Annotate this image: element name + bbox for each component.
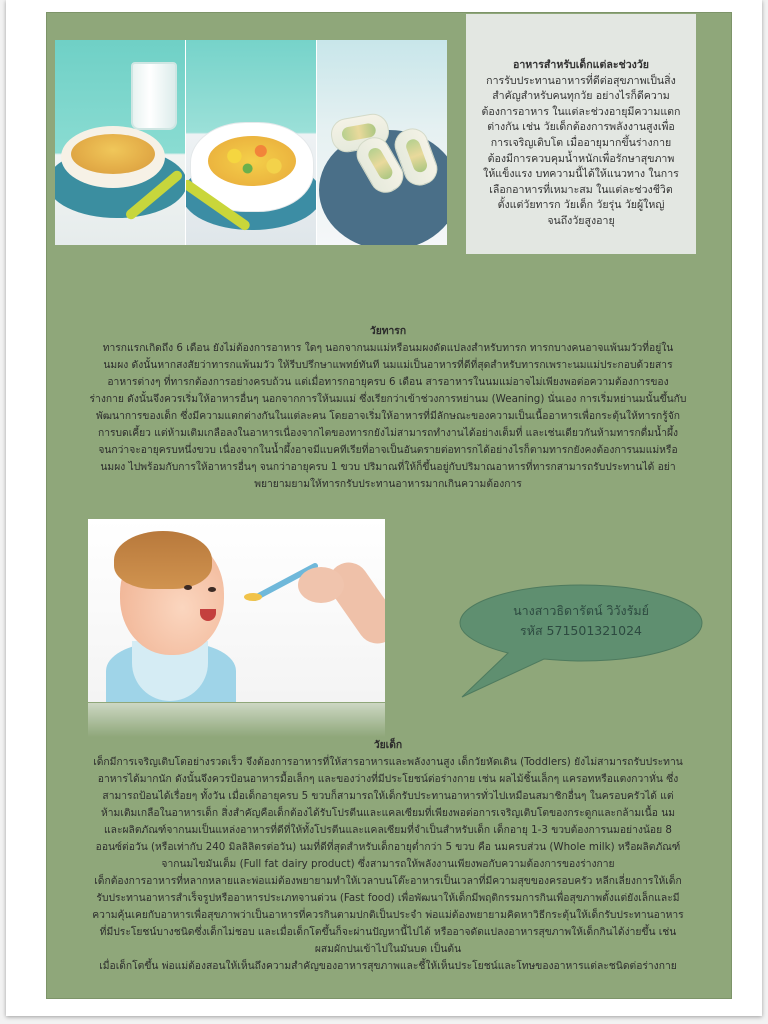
- author-speech-bubble: [458, 583, 704, 699]
- child-line: ห้ามเติมเกลือในอาหารเด็ก สิ่งสำคัญคือเด็กต้องได้รับโปรตีนและแคลเซียมที่เพียงพอต่อการเจริญเติบโตของกระดูกและกล้ามเนื้อ นม: [100, 807, 676, 819]
- child-line: เด็กมีการเจริญเติบโตอย่างรวดเร็ว จึงต้องการอาหารที่ให้สารอาหารและพลังงานสูง เด็กวัยหัดเดิน (Toddlers) ยังไม่สามารถรับประทาน: [93, 756, 683, 768]
- author-info: [458, 583, 704, 659]
- intro-line: การรับประทานอาหารที่ดีต่อสุขภาพเป็นสิ่ง: [486, 74, 676, 87]
- intro-text: [480, 74, 682, 230]
- infant-line: อาหารต่างๆ ที่ทารกต้องการอย่างครบถ้วน แต่เมื่อทารกอายุครบ 6 เดือน สารอาหารในนมแม่อาจไม่เพียงพอต่อความต้องการของ: [107, 376, 669, 388]
- child-line: รับประทานอาหารสำเร็จรูปหรืออาหารประเภทจานด่วน (Fast food) เพื่อพัฒนาให้เด็กมีพฤติกรรมการกินเพื่อสุขภาพตั้งแต่ยังเล็กและมี: [96, 892, 680, 904]
- child-line: เด็กต้องการอาหารที่หลากหลายและพ่อแม่ต้องพยายามทำให้เวลาบนโต๊ะอาหารเป็นเวลาที่มีความสุขของครอบครัว หลีกเลี่ยงการให้เด็ก: [94, 875, 682, 887]
- child-line: สามารถป้อนได้เรื่อยๆ ทั้งวัน เมื่อเด็กอายุครบ 5 ขวบก็สามารถให้เด็กรับประทานอาหารทั่วไปเหมือนสมาชิกอื่นๆ ในครอบครัวได้ แต่: [102, 790, 674, 802]
- intro-box: [466, 14, 696, 254]
- child-line: ออนซ์ต่อวัน (หรือเท่ากับ 240 มิลลิลิตรต่อวัน) นมที่ดีที่สุดสำหรับเด็กอายุต่ำกว่า 5 ขวบ คือ นมครบส่วน (Whole milk) หรือผลิตภัณฑ์: [95, 841, 681, 853]
- intro-line: การเจริญเติบโต เมื่ออายุมากขึ้นร่างกาย: [490, 136, 672, 149]
- child-line: จากนมไขมันเต็ม (Full fat dairy product) ซึ่งสามารถให้พลังงานเพียงพอกับความต้องการของร่างกาย: [161, 858, 615, 870]
- infant-section: [56, 323, 720, 493]
- child-line: อาหารได้มากนัก ดังนั้นจึงควรป้อนอาหารมื้อเล็กๆ และของว่างที่มีประโยชน์ต่อร่างกาย เช่น ผลไม้ชิ้นเล็กๆ แครอทหรือแตงกวาหั่น ซึ่ง: [97, 773, 679, 785]
- infant-heading: วัยทารก: [369, 325, 407, 337]
- milk-glass-icon: [131, 62, 177, 130]
- eye-shape: [184, 585, 192, 590]
- author-name: นางสาวธิดารัตน์ วิวังรัมย์: [513, 603, 649, 618]
- intro-line: เลือกอาหารที่เหมาะสม ในแต่ละช่วงชีวิต: [489, 183, 673, 196]
- infant-line: พยายามยามให้ทารกรับประทานอาหารมากเกินความต้องการ: [254, 478, 522, 490]
- child-text: [56, 754, 720, 975]
- porridge-bowl-photo: [55, 40, 185, 245]
- child-line: ความคุ้นเคยกับอาหารเพื่อสุขภาพว่าเป็นอาหารที่ควรกินตามปกติเป็นประจำ พ่อแม่ต้องพยายามคิดหาวิธีกระตุ้นให้เด็กรับประทานอาหาร: [92, 909, 684, 921]
- child-line: และผลิตภัณฑ์จากนมเป็นแหล่งอาหารที่ดีที่ให้ทั้งโปรตีนและแคลเซียมที่จำเป็นสำหรับเด็ก เด็กอายุ 1-3 ขวบต้องการนมอย่างน้อย 8: [104, 824, 672, 836]
- food-photo-strip: [55, 40, 447, 245]
- infant-text: [56, 340, 720, 493]
- vegetables-shape: [208, 136, 296, 186]
- intro-line: ตั้งแต่วัยทารก วัยเด็ก วัยรุ่น วัยผู้ใหญ่: [497, 199, 665, 212]
- infant-line: ร่างกาย ดังนั้นจึงควรเริ่มให้อาหารอื่นๆ นอกจากการให้นมแม่ ซึ่งเรียกว่าเข้าช่วงการหย่านม (Weaning) นั่นเอง การเริ่มหย่านมนั้นขึ้นกับ: [89, 393, 687, 405]
- photo-reflection: [88, 703, 385, 737]
- child-heading: วัยเด็ก: [373, 739, 403, 751]
- adult-hand-shape: [298, 567, 344, 603]
- infant-line: นมผง ไปพร้อมกับการให้อาหารอื่นๆ จนกว่าอายุครบ 1 ขวบ ปริมาณที่ให้ก็ขึ้นอยู่กับปริมาณอาหารที่ทารกสามารถรับประทานได้ อย่า: [100, 461, 676, 473]
- child-line: ที่มีประโยชน์บางชนิดซึ่งเด็กไม่ชอบ และเมื่อเด็กโตขึ้นก็จะผ่านปัญหานี้ไปได้ หรืออาจดัดแปลงอาหารสุขภาพให้เด็กกินได้ง่ายขึ้น เช่น: [99, 926, 677, 938]
- baby-eating-photo: [88, 519, 385, 702]
- infant-line: พัฒนาการของเด็ก ซึ่งมีความแตกต่างกันในแต่ละคน โดยอาจเริ่มให้อาหารที่มีลักษณะของความเป็นเนื้ออาหารเพื่อกระตุ้นให้ทารกรู้จัก: [95, 410, 681, 422]
- intro-line: สำคัญสำหรับคนทุกวัย อย่างไรก็ดีความ: [492, 90, 670, 103]
- infant-line: ทารกแรกเกิดถึง 6 เดือน ยังไม่ต้องการอาหาร ใดๆ นอกจากนมแม่หรือนมผงดัดแปลงสำหรับทารก ทารกบางคนอาจแพ้นมวัวที่อยู่ใน: [102, 342, 674, 354]
- intro-line: ต้องการอาหาร ในแต่ละช่วงอายุมีความแตก: [481, 105, 681, 118]
- spring-roll-photo: [316, 40, 447, 245]
- infant-line: จนกว่าจะอายุครบหนึ่งขวบ เนื่องจากในน้ำผึ้งอาจมีแบคทีเรียที่อาจเป็นอันตรายต่อทารกได้อย่างไรก็ตามทารกยังคงต้องการนมแม่หรือ: [98, 444, 678, 456]
- intro-line: ต้องมีการควบคุมน้ำหนักเพื่อรักษาสุขภาพ: [487, 152, 675, 165]
- infant-line: นมผง ดังนั้นหากสงสัยว่าทารกแพ้นมวัว ให้รีบปรึกษาแพทย์ทันที นมแม่เป็นอาหารที่ดีที่สุดสำหรับทารกเพราะนมแม่ประกอบด้วยสาร: [103, 359, 673, 371]
- intro-line: ให้แข็งแรง บทความนี้ได้ให้แนวทาง ในการ: [483, 168, 679, 181]
- child-line: เมื่อเด็กโตขึ้น พ่อแม่ต้องสอนให้เห็นถึงความสำคัญของอาหารสุขภาพและชี้ให้เห็นประโยชน์และโทษของอาหารแต่ละชนิดต่อร่างกาย: [99, 960, 677, 972]
- intro-title: อาหารสำหรับเด็กแต่ละช่วงวัย: [512, 59, 650, 71]
- hair-shape: [114, 531, 212, 589]
- porridge-shape: [71, 134, 155, 174]
- intro-line: ต่างกัน เช่น วัยเด็กต้องการพลังงานสูงเพื่อ: [487, 121, 675, 134]
- infant-line: การบดเคี้ยว แต่ห้ามเติมเกลือลงในอาหารเนื่องจากไตของทารกยังไม่สามารถทำงานได้อย่างเต็มที่ และเช่นเดียวกันห้ามทารกดื่มน้ำผึ้ง: [97, 427, 679, 439]
- spoon-food-shape: [244, 593, 262, 601]
- author-student-id: รหัส 571501321024: [520, 623, 642, 638]
- child-line: ผสมผักปนเข้าไปในมันบด เป็นต้น: [314, 943, 462, 955]
- eye-shape: [208, 587, 216, 592]
- intro-line: จนถึงวัยสูงอายุ: [547, 214, 615, 227]
- vegetable-bowl-photo: [185, 40, 316, 245]
- child-section: [56, 737, 720, 975]
